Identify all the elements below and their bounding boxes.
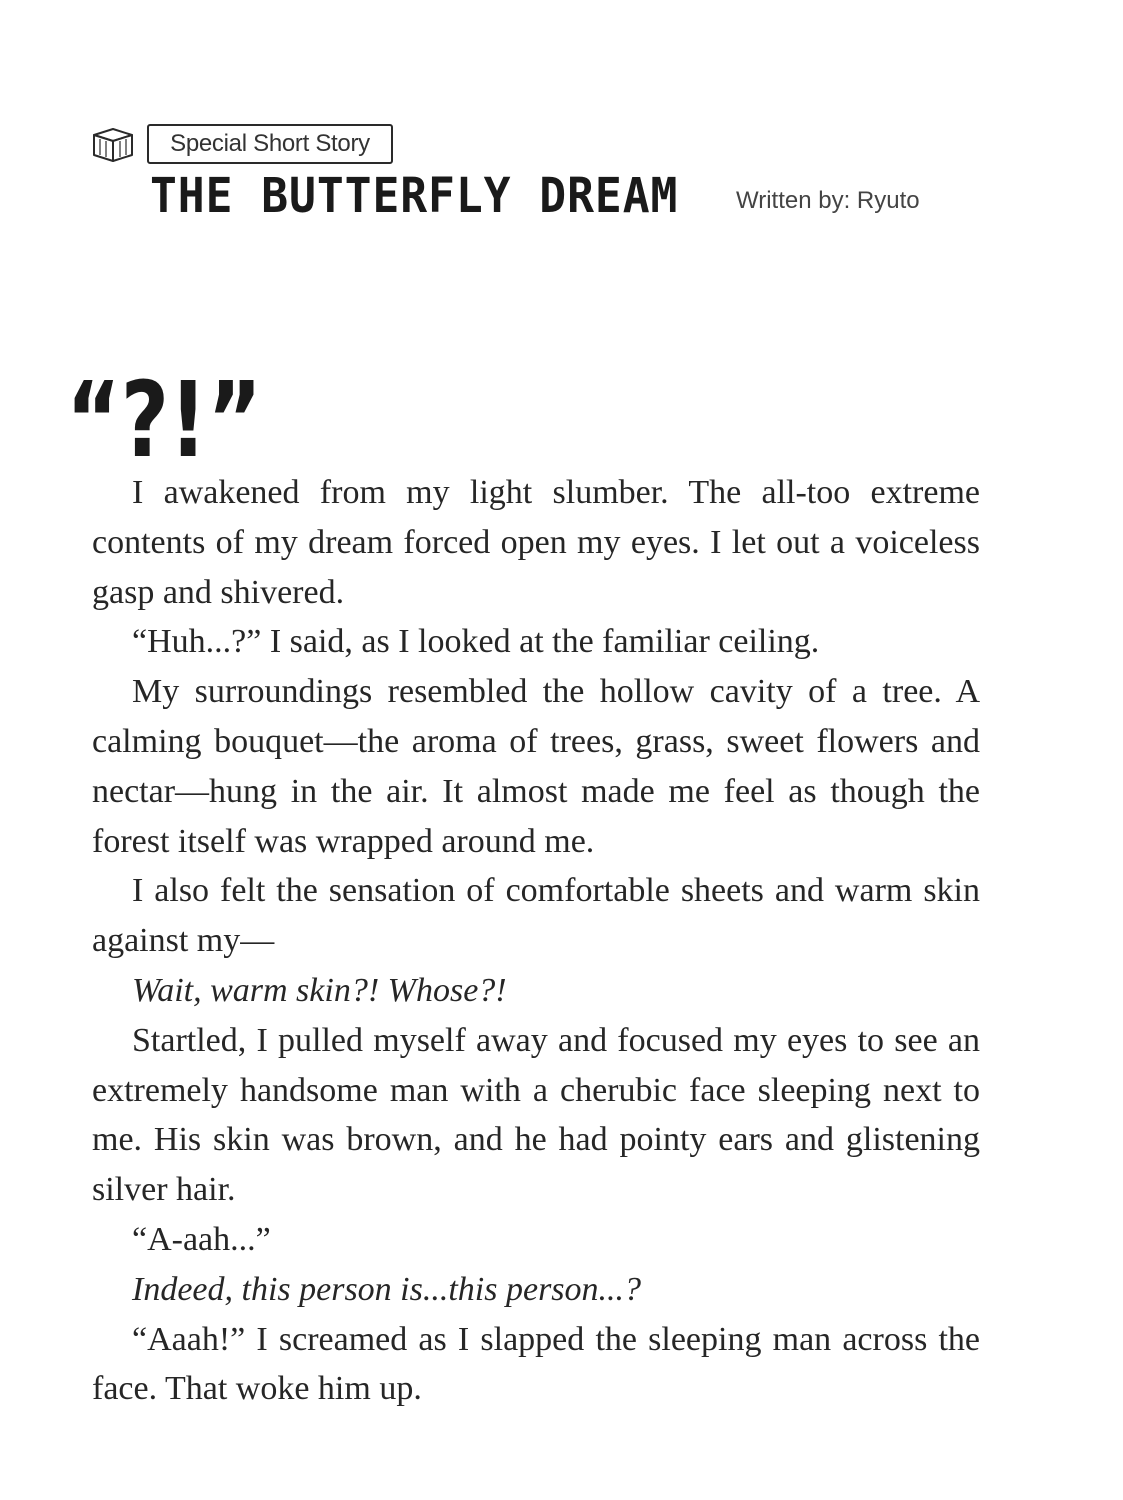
paragraph: “Aaah!” I screamed as I slapped the sleeping man across the face. That woke him up.: [92, 1320, 980, 1408]
dropcap-text: “?!”: [66, 359, 262, 481]
story-type-label: [147, 124, 393, 164]
paragraph-italic: Indeed, this person is...this person...?: [132, 1270, 642, 1308]
story-title: THE BUTTERFLY DREAM: [150, 168, 679, 224]
box-icon: [92, 127, 134, 163]
paragraph: “Huh...?” I said, as I looked at the familiar ceiling.: [132, 623, 820, 661]
story-type-text: Special Short Story: [170, 130, 370, 157]
dropcap-interrobang: [66, 356, 266, 481]
story-body: [92, 468, 980, 1414]
author-byline: Written by: Ryuto: [736, 187, 920, 214]
paragraph: Startled, I pulled myself away and focused my eyes to see an extremely handsome man with a cherubic face sleeping next to me. His skin was brown, and he had pointy ears and glistening silver hair.: [92, 1021, 980, 1209]
paragraph-italic: Wait, warm skin?! Whose?!: [132, 971, 507, 1009]
paragraph: I also felt the sensation of comfortable sheets and warm skin against my—: [92, 872, 980, 960]
paragraph: “A-aah...”: [132, 1220, 271, 1258]
paragraph: I awakened from my light slumber. The all-too extreme contents of my dream forced open my eyes. I let out a voiceless gasp and shivered.: [92, 474, 980, 611]
story-header: [0, 0, 1123, 260]
paragraph: My surroundings resembled the hollow cavity of a tree. A calming bouquet—the aroma of trees, grass, sweet flowers and nectar—hung in the air. It almost made me feel as though the forest itself was wrapped around me.: [92, 673, 980, 860]
